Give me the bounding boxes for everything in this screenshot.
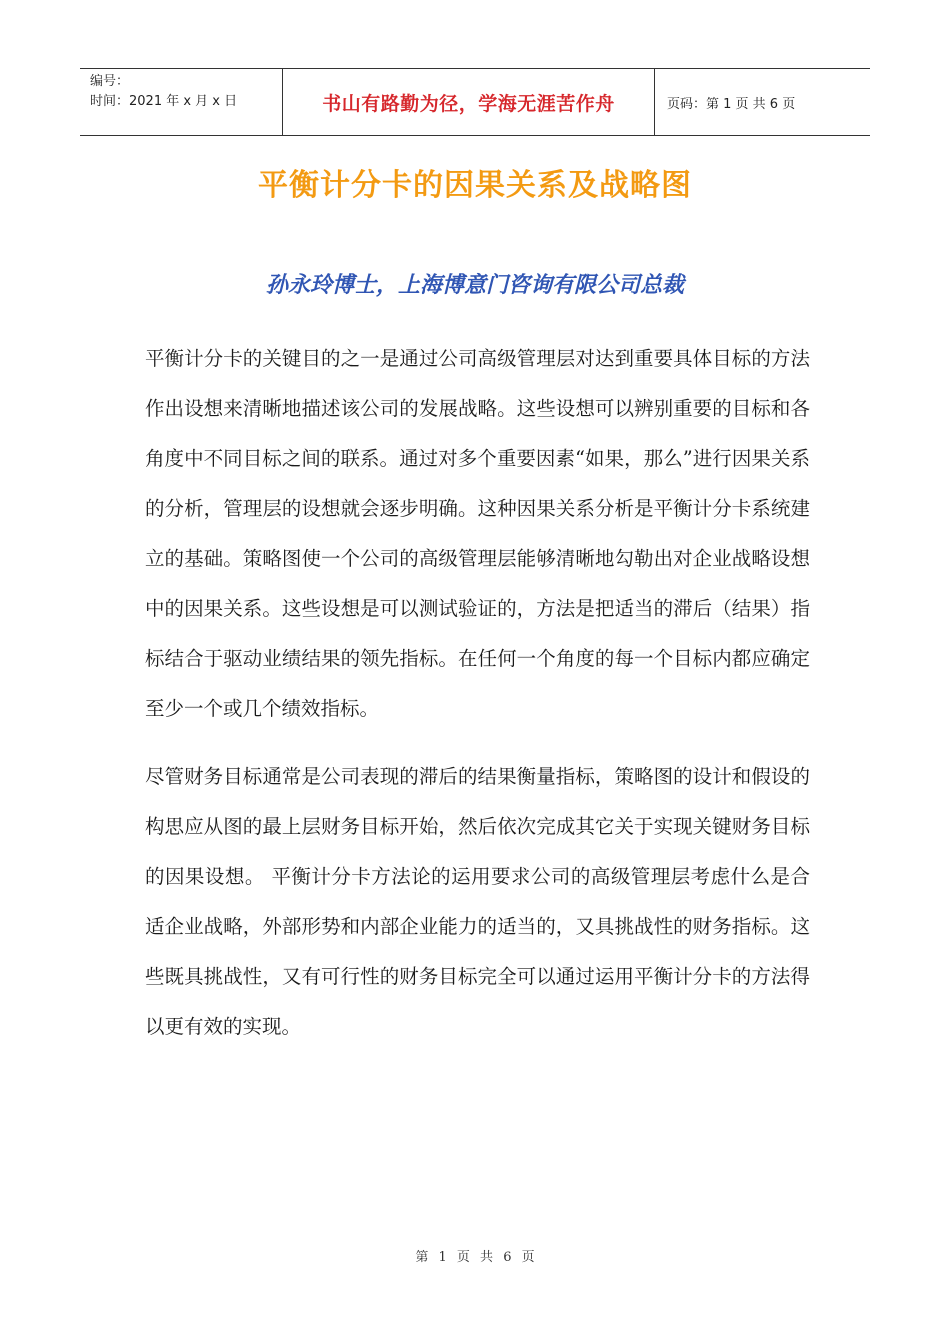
body-paragraph: 尽管财务目标通常是公司表现的滞后的结果衡量指标，策略图的设计和假设的构思应从图的最上层财务目标开始，然后依次完成其它关于实现关键财务目标的因果设想。 平衡计分卡方法论的运用要求公司的高级管理层考虑什么是合适企业战略，外部形势和内部企业能力的适当的，又具挑战性的财务指标。这些既具挑战性，又有可行性的财务目标完全可以通过运用平衡计分卡的方法得以更有效的实现。: [145, 765, 810, 1038]
header-page-info: 页码：第 1 页 共 6 页: [667, 96, 796, 112]
body-paragraph: 平衡计分卡的关键目的之一是通过公司高级管理层对达到重要具体目标的方法作出设想来清晰地描述该公司的发展战略。这些设想可以辨别重要的目标和各角度中不同目标之间的联系。通过对多个重要因素“如果，那么”进行因果关系的分析，管理层的设想就会逐步明确。这种因果关系分析是平衡计分卡系统建立的基础。策略图使一个公司的高级管理层能够清晰地勾勒出对企业战略设想中的因果关系。这些设想是可以测试验证的，方法是把适当的滞后（结果）指标结合于驱动业绩结果的领先指标。在任何一个角度的每一个目标内都应确定至少一个或几个绩效指标。: [145, 347, 810, 720]
header-motto: 书山有路勤为径，学海无涯苦作舟: [282, 69, 655, 135]
document-header-table: [80, 68, 870, 136]
header-meta-cell: [80, 69, 282, 135]
date-line: 时间：2021 年 x 月 x 日: [90, 94, 238, 109]
document-author: 孙永玲博士，上海博意门咨询有限公司总裁: [265, 273, 684, 298]
document-title: 平衡计分卡的因果关系及战略图: [258, 168, 692, 203]
document-body: [145, 334, 810, 1070]
serial-number-label: 编号：: [90, 74, 130, 89]
page-footer: 第 1 页 共 6 页: [415, 1250, 535, 1265]
